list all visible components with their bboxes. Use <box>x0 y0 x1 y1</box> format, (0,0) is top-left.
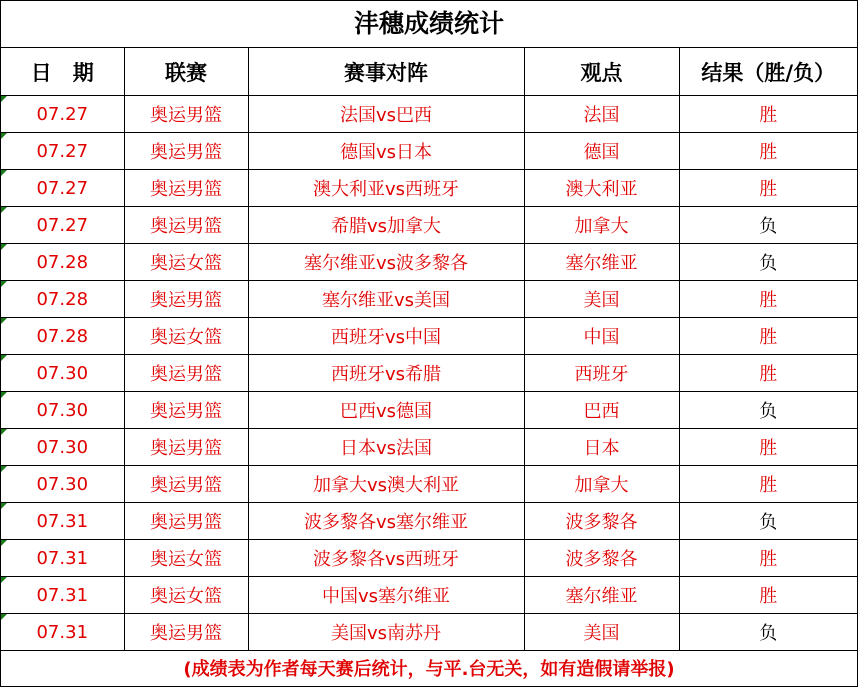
cell-match: 加拿大vs澳大利亚 <box>248 466 524 503</box>
header-row <box>1 48 857 96</box>
cell-match: 法国vs巴西 <box>248 96 524 133</box>
cell-result: 负 <box>679 614 857 651</box>
cell-league: 奥运男篮 <box>124 133 248 170</box>
table-row <box>1 281 857 318</box>
cell-date: 07.31 <box>1 540 124 577</box>
results-table <box>1 48 857 651</box>
cell-result: 胜 <box>679 281 857 318</box>
cell-result: 胜 <box>679 96 857 133</box>
cell-match: 波多黎各vs西班牙 <box>248 540 524 577</box>
cell-pick: 加拿大 <box>524 466 679 503</box>
cell-pick: 日本 <box>524 429 679 466</box>
table-row <box>1 540 857 577</box>
cell-date: 07.30 <box>1 466 124 503</box>
cell-match: 日本vs法国 <box>248 429 524 466</box>
cell-result: 负 <box>679 392 857 429</box>
cell-result: 胜 <box>679 466 857 503</box>
table-row <box>1 170 857 207</box>
cell-match: 澳大利亚vs西班牙 <box>248 170 524 207</box>
cell-date: 07.31 <box>1 577 124 614</box>
cell-league: 奥运男篮 <box>124 429 248 466</box>
cell-match: 德国vs日本 <box>248 133 524 170</box>
cell-result: 胜 <box>679 577 857 614</box>
cell-date: 07.28 <box>1 318 124 355</box>
cell-date: 07.31 <box>1 503 124 540</box>
cell-date: 07.30 <box>1 355 124 392</box>
cell-date: 07.27 <box>1 170 124 207</box>
cell-pick: 西班牙 <box>524 355 679 392</box>
cell-date: 07.28 <box>1 281 124 318</box>
cell-match: 中国vs塞尔维亚 <box>248 577 524 614</box>
cell-date: 07.27 <box>1 207 124 244</box>
header-result: 结果（胜/负） <box>679 48 857 96</box>
table-row <box>1 318 857 355</box>
table-row <box>1 466 857 503</box>
cell-match: 希腊vs加拿大 <box>248 207 524 244</box>
table-row <box>1 96 857 133</box>
table-row <box>1 503 857 540</box>
header-match: 赛事对阵 <box>248 48 524 96</box>
sheet-title: 沣穗成绩统计 <box>1 1 857 48</box>
header-league: 联赛 <box>124 48 248 96</box>
cell-date: 07.30 <box>1 392 124 429</box>
cell-pick: 美国 <box>524 614 679 651</box>
cell-match: 波多黎各vs塞尔维亚 <box>248 503 524 540</box>
cell-league: 奥运男篮 <box>124 207 248 244</box>
cell-pick: 中国 <box>524 318 679 355</box>
cell-league: 奥运男篮 <box>124 96 248 133</box>
cell-result: 胜 <box>679 540 857 577</box>
footer-note: (成绩表为作者每天赛后统计，与平.台无关，如有造假请举报) <box>183 659 675 680</box>
cell-pick: 波多黎各 <box>524 503 679 540</box>
cell-result: 胜 <box>679 429 857 466</box>
cell-pick: 澳大利亚 <box>524 170 679 207</box>
cell-result: 胜 <box>679 133 857 170</box>
table-row <box>1 244 857 281</box>
table-row <box>1 355 857 392</box>
table-row <box>1 429 857 466</box>
cell-match: 塞尔维亚vs波多黎各 <box>248 244 524 281</box>
header-pick: 观点 <box>524 48 679 96</box>
cell-match: 巴西vs德国 <box>248 392 524 429</box>
table-row <box>1 614 857 651</box>
cell-league: 奥运女篮 <box>124 318 248 355</box>
cell-league: 奥运男篮 <box>124 170 248 207</box>
cell-match: 西班牙vs中国 <box>248 318 524 355</box>
table-row <box>1 577 857 614</box>
cell-match: 西班牙vs希腊 <box>248 355 524 392</box>
cell-date: 07.30 <box>1 429 124 466</box>
table-row <box>1 392 857 429</box>
cell-date: 07.31 <box>1 614 124 651</box>
cell-pick: 塞尔维亚 <box>524 244 679 281</box>
table-row <box>1 133 857 170</box>
cell-league: 奥运女篮 <box>124 577 248 614</box>
cell-result: 负 <box>679 207 857 244</box>
cell-league: 奥运男篮 <box>124 503 248 540</box>
cell-match: 美国vs南苏丹 <box>248 614 524 651</box>
cell-league: 奥运男篮 <box>124 614 248 651</box>
cell-date: 07.27 <box>1 96 124 133</box>
cell-result: 胜 <box>679 170 857 207</box>
cell-pick: 美国 <box>524 281 679 318</box>
cell-result: 胜 <box>679 318 857 355</box>
cell-pick: 巴西 <box>524 392 679 429</box>
cell-date: 07.28 <box>1 244 124 281</box>
cell-league: 奥运女篮 <box>124 244 248 281</box>
cell-result: 负 <box>679 244 857 281</box>
cell-league: 奥运男篮 <box>124 392 248 429</box>
table-row <box>1 207 857 244</box>
cell-match: 塞尔维亚vs美国 <box>248 281 524 318</box>
cell-date: 07.27 <box>1 133 124 170</box>
cell-pick: 加拿大 <box>524 207 679 244</box>
cell-result: 负 <box>679 503 857 540</box>
cell-league: 奥运女篮 <box>124 540 248 577</box>
cell-league: 奥运男篮 <box>124 355 248 392</box>
header-date: 日 期 <box>1 48 124 96</box>
cell-pick: 德国 <box>524 133 679 170</box>
cell-result: 胜 <box>679 355 857 392</box>
cell-league: 奥运男篮 <box>124 281 248 318</box>
cell-pick: 塞尔维亚 <box>524 577 679 614</box>
cell-pick: 法国 <box>524 96 679 133</box>
cell-league: 奥运男篮 <box>124 466 248 503</box>
cell-pick: 波多黎各 <box>524 540 679 577</box>
